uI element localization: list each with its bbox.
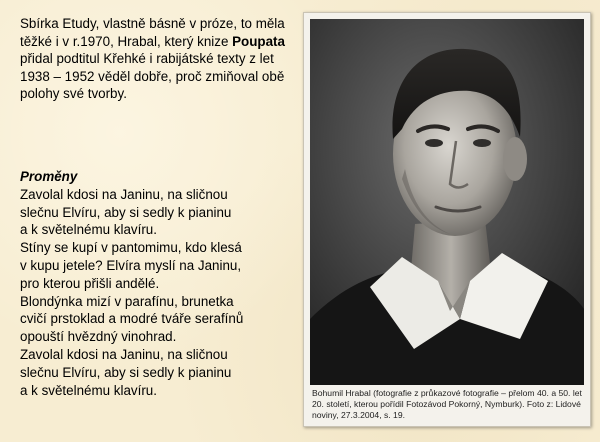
photo-caption: Bohumil Hrabal (fotografie z průkazové fotografie – přelom 40. a 50. let 20. století, kterou pořídil Fotozávod Pokorný, Nymburk). Foto z: Lidové noviny, 27.3.2004, s. 19. [312, 388, 582, 421]
poem-line: Blondýnka mizí v parafínu, brunetka [20, 293, 234, 309]
poem-line: slečnu Elvíru, aby si sedly k pianinu [20, 204, 232, 220]
poem-line: opouští hvězdný vinohrad. [20, 329, 177, 345]
portrait-illustration [310, 19, 584, 385]
poem-line: v kupu jetele? Elvíra myslí na Janinu, [20, 257, 242, 273]
poem-line: Zavolal kdosi na Janinu, na sličnou [20, 346, 228, 362]
poem [20, 168, 310, 399]
intro-book-title: Poupata [232, 33, 285, 49]
intro-paragraph [20, 15, 292, 103]
portrait-photo [310, 19, 584, 385]
poem-line: a k světelnému klavíru. [20, 222, 157, 238]
intro-text-after: přidal podtitul Křehké i rabijátské texty z let 1938 – 1952 věděl dobře, proč zmiňoval obě polohy své tvorby. [20, 51, 285, 102]
poem-line: Stíny se kupí v pantomimu, kdo klesá [20, 240, 242, 256]
poem-line: cvičí prstoklad a modré tváře serafínů [20, 311, 244, 327]
portrait-photo-frame [303, 12, 591, 427]
poem-line: a k světelnému klavíru. [20, 382, 157, 398]
poem-title: Proměny [20, 169, 78, 184]
poem-line: Zavolal kdosi na Janinu, na sličnou [20, 186, 228, 202]
intro-text-before: Sbírka Etudy, vlastně básně v próze, to měla těžké i v r.1970, Hrabal, který knize [20, 16, 285, 49]
poem-line: pro kterou přišli andělé. [20, 275, 160, 291]
poem-line: slečnu Elvíru, aby si sedly k pianinu [20, 364, 232, 380]
